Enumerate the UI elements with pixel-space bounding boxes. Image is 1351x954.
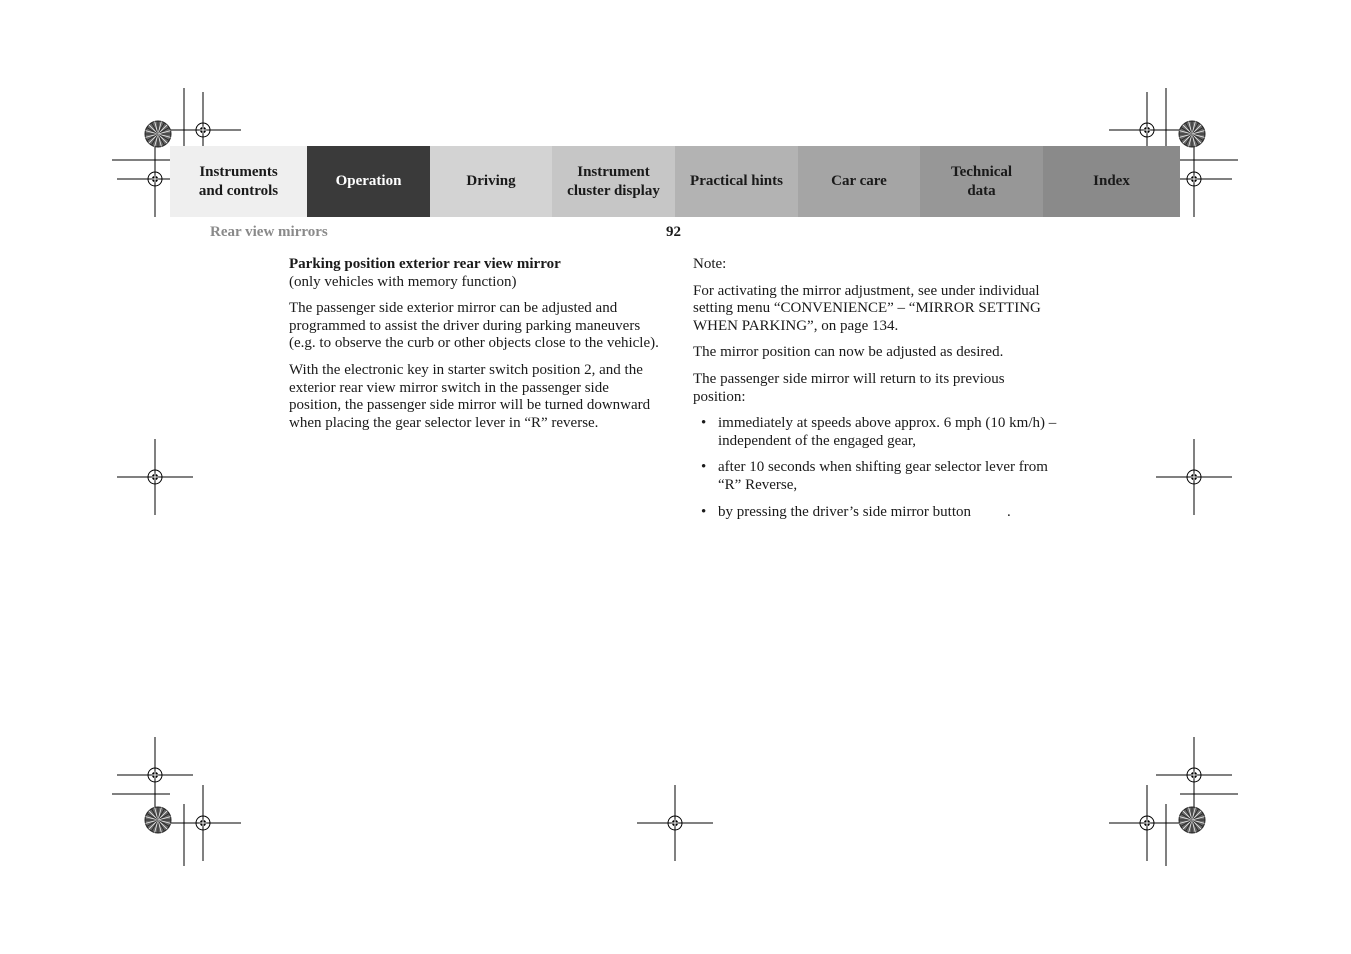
list-item-text: immediately at speeds above approx. 6 mph (10 km/h) – independent of the engaged gear, bbox=[718, 415, 1057, 449]
paragraph: The passenger side exterior mirror can be adjusted and programmed to assist the driver during parking maneuvers (e.g. to observe the curb or other objects close to the vehicle). bbox=[289, 300, 659, 352]
tab-technical-data[interactable]: Technical data bbox=[920, 146, 1043, 217]
note-text: For activating the mirror adjustment, see under individual setting menu “CONVENIENCE” – “MIRROR SETTING WHEN PARKING”, on page 134. bbox=[693, 282, 1041, 334]
right-column bbox=[693, 256, 1058, 530]
list-item-text: by pressing the driver’s side mirror button bbox=[718, 503, 972, 520]
list-item-text: after 10 seconds when shifting gear selector lever from “R” Reverse, bbox=[718, 459, 1048, 493]
tab-instrument-cluster-display[interactable]: Instrument cluster display bbox=[552, 146, 675, 217]
list-item bbox=[693, 415, 1058, 450]
page-number: 92 bbox=[666, 224, 681, 240]
section-title: Rear view mirrors bbox=[210, 224, 328, 240]
list-item-end: . bbox=[1007, 503, 1011, 520]
tab-index[interactable]: Index bbox=[1043, 146, 1180, 217]
list-item bbox=[693, 504, 1058, 522]
tab-car-care[interactable]: Car care bbox=[798, 146, 920, 217]
tab-driving[interactable]: Driving bbox=[430, 146, 552, 217]
paragraph: The passenger side mirror will return to its previous position: bbox=[693, 370, 1005, 405]
tab-operation[interactable]: Operation bbox=[307, 146, 430, 217]
chapter-tab-bar bbox=[170, 146, 1180, 217]
bullet-list bbox=[693, 415, 1058, 521]
left-column bbox=[289, 256, 659, 441]
section-heading: Parking position exterior rear view mirror bbox=[289, 256, 561, 272]
note-label: Note: bbox=[693, 256, 727, 272]
list-item bbox=[693, 459, 1058, 494]
tab-instruments-and-controls[interactable]: Instruments and controls bbox=[170, 146, 307, 217]
paragraph: The mirror position can now be adjusted as desired. bbox=[693, 344, 1004, 361]
paragraph: With the electronic key in starter switch position 2, and the exterior rear view mirror switch in the passenger side position, the passenger side mirror will be turned downward when placing the gear selector lever in “R” reverse. bbox=[289, 361, 651, 431]
section-subheading: (only vehicles with memory function) bbox=[289, 273, 517, 290]
tab-practical-hints[interactable]: Practical hints bbox=[675, 146, 798, 217]
